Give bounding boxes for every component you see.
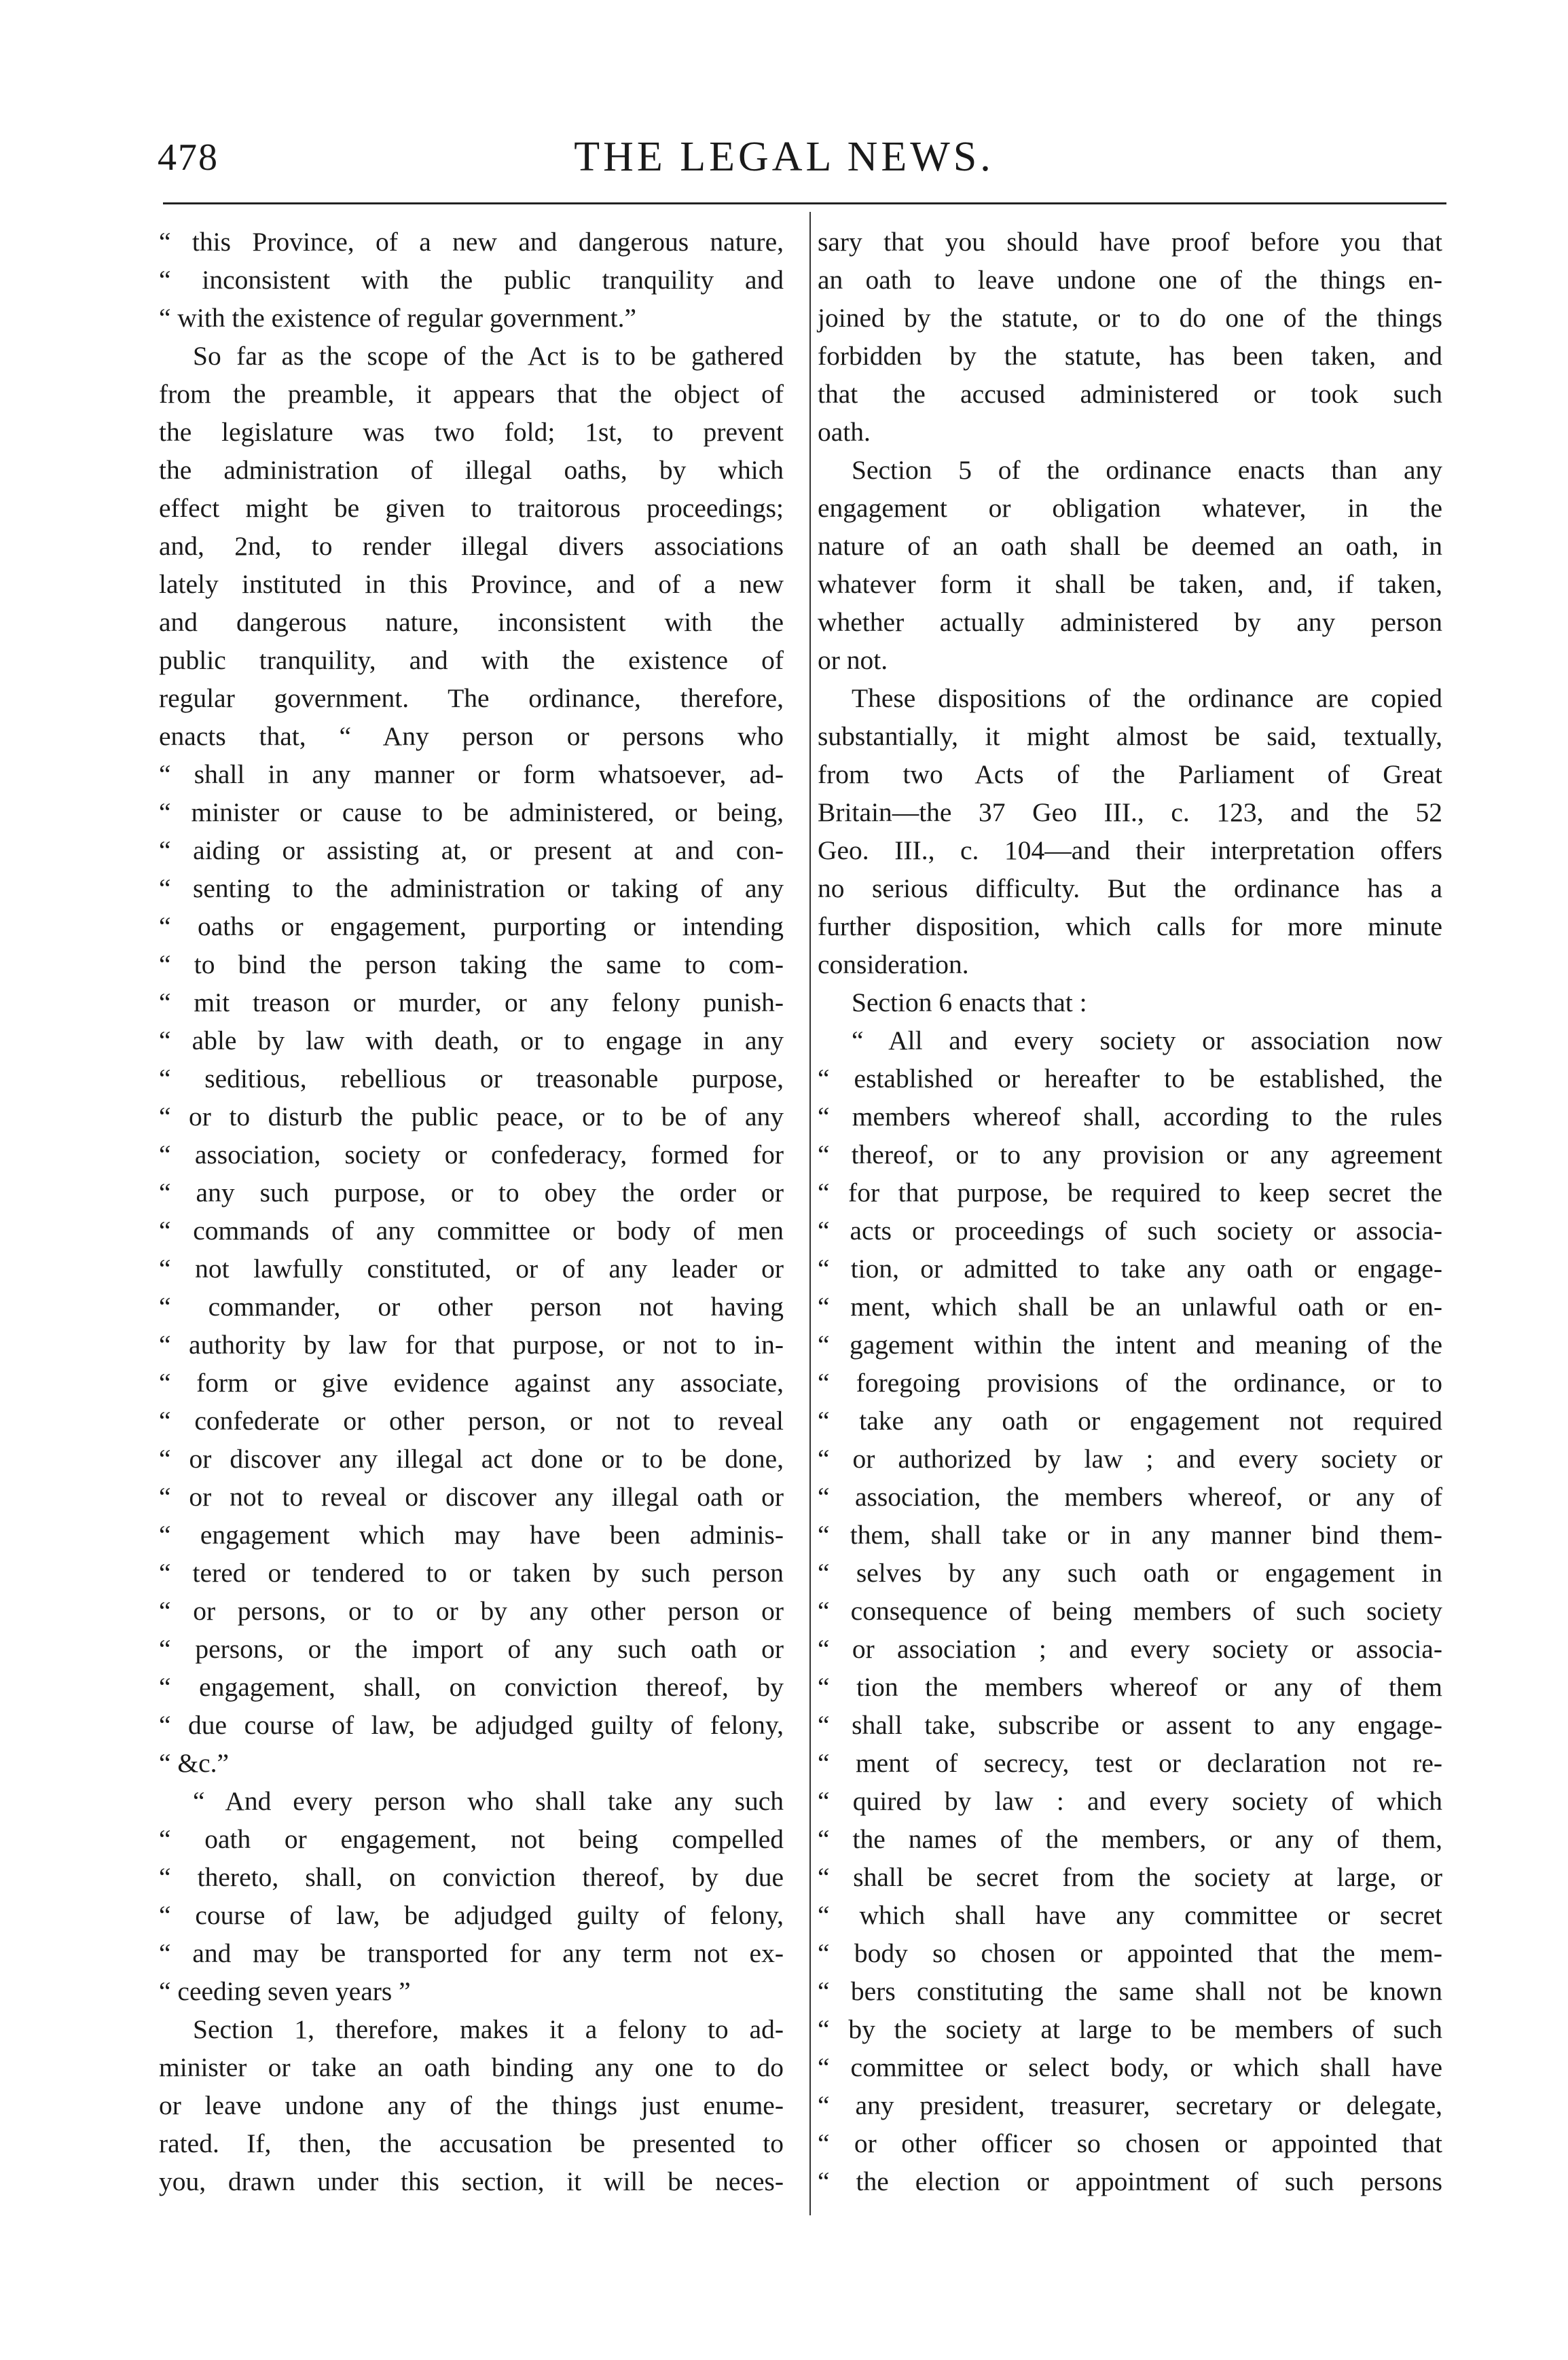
text-line: Britain—the 37 Geo III., c. 123, and the 52 [818, 797, 1442, 827]
text-line: “ association, the members whereof, or any of [818, 1482, 1442, 1512]
text-line: further disposition, which calls for more minute [818, 911, 1442, 941]
text-line: “ not lawfully constituted, or of any leader or [159, 1254, 784, 1284]
text-line: “ due course of law, be adjudged guilty of felony, [159, 1710, 784, 1740]
text-line: “ thereto, shall, on conviction thereof, by due [159, 1862, 784, 1892]
text-line: “ And every person who shall take any such [193, 1786, 784, 1816]
text-line: rated. If, then, the accusation be presented to [159, 2128, 784, 2158]
text-line: “ acts or proceedings of such society or associa- [818, 1216, 1442, 1246]
text-line: “ inconsistent with the public tranquility and [159, 265, 784, 295]
text-line: “ body so chosen or appointed that the mem- [818, 1938, 1442, 1968]
text-line: engagement or obligation whatever, in the [818, 493, 1442, 523]
text-line: Geo. III., c. 104—and their interpretation offers [818, 835, 1442, 865]
text-line: minister or take an oath binding any one to do [159, 2052, 784, 2082]
text-line: no serious difficulty. But the ordinance has a [818, 873, 1442, 903]
text-line: “ them, shall take or in any manner bind them- [818, 1520, 1442, 1550]
text-line: So far as the scope of the Act is to be gathered [193, 341, 784, 371]
page-number: 478 [158, 137, 219, 179]
text-line: “ or authorized by law ; and every society or [818, 1444, 1442, 1474]
right-column [818, 223, 1442, 2200]
text-line: “ minister or cause to be administered, or being, [159, 797, 784, 827]
text-line: “ shall in any manner or form whatsoever, ad- [159, 759, 784, 789]
text-line: “ shall take, subscribe or assent to any engage- [818, 1710, 1442, 1740]
text-line: regular government. The ordinance, therefore, [159, 683, 784, 713]
text-line: These dispositions of the ordinance are copied [852, 683, 1442, 713]
text-line: “ tered or tendered to or taken by such person [159, 1558, 784, 1588]
text-line: forbidden by the statute, has been taken, and [818, 341, 1442, 371]
text-line: “ commander, or other person not having [159, 1292, 784, 1322]
text-line: “ &c.” [159, 1748, 230, 1778]
header-rule [163, 202, 1446, 204]
text-line: public tranquility, and with the existence of [159, 645, 784, 675]
text-line: “ course of law, be adjudged guilty of felony, [159, 1900, 784, 1930]
text-line: “ or persons, or to or by any other person or [159, 1596, 784, 1626]
text-line: consideration. [818, 949, 969, 979]
text-line: “ shall be secret from the society at large, or [818, 1862, 1442, 1892]
text-line: “ or not to reveal or discover any illegal oath or [159, 1482, 784, 1512]
text-line: “ engagement which may have been adminis- [159, 1520, 784, 1550]
text-line: “ to bind the person taking the same to com- [159, 949, 784, 979]
text-line: nature of an oath shall be deemed an oath, in [818, 531, 1442, 561]
text-line: sary that you should have proof before you that [818, 227, 1442, 257]
text-line: “ or to disturb the public peace, or to be of any [159, 1102, 784, 1131]
text-line: “ quired by law : and every society of which [818, 1786, 1442, 1816]
text-line: whatever form it shall be taken, and, if taken, [818, 569, 1442, 599]
text-line: “ members whereof shall, according to the rules [818, 1102, 1442, 1131]
text-line: “ oath or engagement, not being compelled [159, 1824, 784, 1854]
text-line: “ engagement, shall, on conviction thereof, by [159, 1672, 784, 1702]
text-line: from two Acts of the Parliament of Great [818, 759, 1442, 789]
text-line: the legislature was two fold; 1st, to prevent [159, 417, 784, 447]
text-line: “ commands of any committee or body of men [159, 1216, 784, 1246]
text-line: “ mit treason or murder, or any felony punish- [159, 987, 784, 1017]
text-line: “ committee or select body, or which shall have [818, 2052, 1442, 2082]
text-line: “ aiding or assisting at, or present at and con- [159, 835, 784, 865]
text-line: “ the names of the members, or any of them, [818, 1824, 1442, 1854]
text-line: “ ment of secrecy, test or declaration not re- [818, 1748, 1442, 1778]
text-line: “ ment, which shall be an unlawful oath or en- [818, 1292, 1442, 1322]
text-line: “ seditious, rebellious or treasonable purpose, [159, 1064, 784, 1093]
text-line: “ oaths or engagement, purporting or intending [159, 911, 784, 941]
text-line: “ bers constituting the same shall not be known [818, 1976, 1442, 2006]
text-line: “ or discover any illegal act done or to be done, [159, 1444, 784, 1474]
text-line: “ or association ; and every society or associa- [818, 1634, 1442, 1664]
column-rule [809, 212, 811, 2215]
text-line: the administration of illegal oaths, by which [159, 455, 784, 485]
text-line: “ ceeding seven years ” [159, 1976, 411, 2006]
text-line: “ persons, or the import of any such oath or [159, 1634, 784, 1664]
running-head: THE LEGAL NEWS. [574, 134, 994, 180]
text-line: “ this Province, of a new and dangerous nature, [159, 227, 784, 257]
text-line: “ with the existence of regular government.” [159, 303, 637, 333]
text-line: an oath to leave undone one of the things en- [818, 265, 1442, 295]
text-line: “ gagement within the intent and meaning of the [818, 1330, 1442, 1360]
text-line: Section 1, therefore, makes it a felony to ad- [193, 2014, 784, 2044]
text-line: substantially, it might almost be said, textually, [818, 721, 1442, 751]
left-column [159, 223, 784, 2200]
text-line: enacts that, “ Any person or persons who [159, 721, 784, 751]
text-line: “ All and every society or association now [852, 1025, 1442, 1055]
text-line: “ association, society or confederacy, formed for [159, 1140, 784, 1169]
text-line: “ any president, treasurer, secretary or delegate, [818, 2090, 1442, 2120]
text-line: “ confederate or other person, or not to reveal [159, 1406, 784, 1436]
text-line: “ able by law with death, or to engage in any [159, 1025, 784, 1055]
text-line: “ take any oath or engagement not required [818, 1406, 1442, 1436]
text-line: “ any such purpose, or to obey the order or [159, 1178, 784, 1208]
text-line: and dangerous nature, inconsistent with the [159, 607, 784, 637]
text-line: joined by the statute, or to do one of the things [818, 303, 1442, 333]
text-line: “ foregoing provisions of the ordinance, or to [818, 1368, 1442, 1398]
text-line: Section 5 of the ordinance enacts than any [852, 455, 1442, 485]
text-line: “ and may be transported for any term not ex- [159, 1938, 784, 1968]
text-line: “ authority by law for that purpose, or not to in- [159, 1330, 784, 1360]
text-line: effect might be given to traitorous proceedings; [159, 493, 784, 523]
text-line: “ form or give evidence against any associate, [159, 1368, 784, 1398]
text-line: or leave undone any of the things just enume- [159, 2090, 784, 2120]
text-line: “ consequence of being members of such society [818, 1596, 1442, 1626]
text-line: “ established or hereafter to be established, the [818, 1064, 1442, 1093]
text-line: “ or other officer so chosen or appointed that [818, 2128, 1442, 2158]
text-line: you, drawn under this section, it will be neces- [159, 2166, 784, 2196]
text-line: and, 2nd, to render illegal divers associations [159, 531, 784, 561]
text-line: “ by the society at large to be members of such [818, 2014, 1442, 2044]
text-line: that the accused administered or took such [818, 379, 1442, 409]
text-line: lately instituted in this Province, and of a new [159, 569, 784, 599]
text-line: Section 6 enacts that : [852, 987, 1087, 1017]
text-line: “ which shall have any committee or secret [818, 1900, 1442, 1930]
text-line: “ for that purpose, be required to keep secret the [818, 1178, 1442, 1208]
text-line: or not. [818, 645, 888, 675]
text-line: “ thereof, or to any provision or any agreement [818, 1140, 1442, 1169]
text-line: “ the election or appointment of such persons [818, 2166, 1442, 2196]
text-line: oath. [818, 417, 871, 447]
text-line: “ senting to the administration or taking of any [159, 873, 784, 903]
text-line: “ tion, or admitted to take any oath or engage- [818, 1254, 1442, 1284]
text-line: “ selves by any such oath or engagement in [818, 1558, 1442, 1588]
text-line: whether actually administered by any person [818, 607, 1442, 637]
text-line: “ tion the members whereof or any of them [818, 1672, 1442, 1702]
text-line: from the preamble, it appears that the object of [159, 379, 784, 409]
